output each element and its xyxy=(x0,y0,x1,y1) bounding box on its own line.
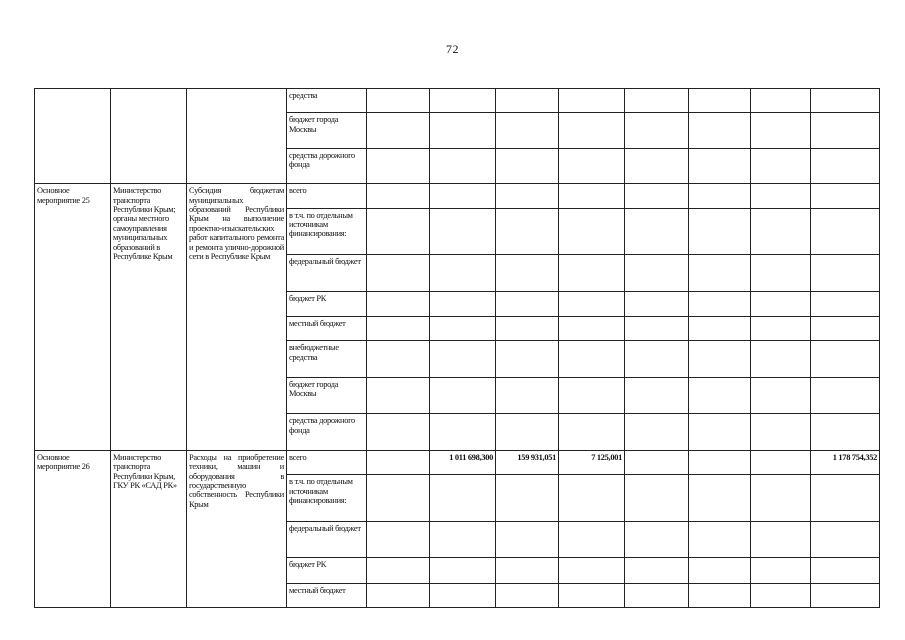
activity-cell xyxy=(35,89,111,184)
value-cell xyxy=(496,475,559,522)
value-cell xyxy=(811,113,880,148)
value-cell xyxy=(811,317,880,341)
value-cell xyxy=(367,583,430,607)
value-cell xyxy=(811,291,880,316)
value-cell xyxy=(811,521,880,557)
value-cell xyxy=(430,184,496,208)
value-cell xyxy=(625,184,689,208)
value-cell xyxy=(751,255,811,291)
value-cell xyxy=(625,521,689,557)
value-cell xyxy=(559,148,625,183)
value-cell xyxy=(559,89,625,113)
value-cell xyxy=(689,341,751,377)
value-cell xyxy=(559,475,625,522)
value-cell xyxy=(367,184,430,208)
table-row xyxy=(35,89,880,113)
value-cell xyxy=(751,184,811,208)
source-cell: бюджет РК xyxy=(287,291,367,316)
source-cell: местный бюджет xyxy=(287,317,367,341)
value-cell xyxy=(751,113,811,148)
value-cell xyxy=(689,317,751,341)
table-row xyxy=(35,450,880,474)
value-cell xyxy=(689,558,751,583)
value-cell xyxy=(625,291,689,316)
value-cell xyxy=(625,341,689,377)
value-cell xyxy=(811,89,880,113)
value-cell xyxy=(689,583,751,607)
value-cell xyxy=(559,414,625,450)
value-cell xyxy=(367,148,430,183)
value-cell xyxy=(367,317,430,341)
value-cell xyxy=(811,583,880,607)
value-cell xyxy=(367,377,430,413)
value-cell xyxy=(689,208,751,255)
value-cell xyxy=(367,255,430,291)
value-cell xyxy=(689,414,751,450)
source-cell: всего xyxy=(287,450,367,474)
table-row xyxy=(35,184,880,208)
value-cell xyxy=(811,255,880,291)
value-cell xyxy=(496,113,559,148)
value-cell xyxy=(751,414,811,450)
value-cell xyxy=(367,521,430,557)
value-cell xyxy=(496,291,559,316)
value-cell xyxy=(496,558,559,583)
source-cell: средства xyxy=(287,89,367,113)
value-cell xyxy=(689,450,751,474)
value-cell xyxy=(367,89,430,113)
value-cell xyxy=(811,558,880,583)
value-cell xyxy=(367,558,430,583)
value-cell xyxy=(496,148,559,183)
value-cell xyxy=(751,291,811,316)
value-cell xyxy=(751,558,811,583)
value-cell xyxy=(367,208,430,255)
value-cell xyxy=(430,583,496,607)
value-cell xyxy=(811,341,880,377)
value-cell xyxy=(559,208,625,255)
source-cell: бюджет РК xyxy=(287,558,367,583)
value-cell xyxy=(625,317,689,341)
value-cell xyxy=(625,475,689,522)
value-cell xyxy=(430,291,496,316)
value-cell xyxy=(430,414,496,450)
value-cell xyxy=(496,89,559,113)
value-cell xyxy=(496,184,559,208)
source-cell: бюджет города Москвы xyxy=(287,113,367,148)
source-cell: в т.ч. по отдельным источникам финансирования: xyxy=(287,475,367,522)
value-cell xyxy=(430,208,496,255)
source-cell: в т.ч. по отдельным источникам финансирования: xyxy=(287,208,367,255)
value-cell xyxy=(689,255,751,291)
value-cell xyxy=(367,450,430,474)
value-cell xyxy=(430,341,496,377)
value-cell xyxy=(811,184,880,208)
value-cell xyxy=(625,450,689,474)
description-cell xyxy=(187,89,287,184)
source-cell: средства дорожного фонда xyxy=(287,148,367,183)
source-cell: местный бюджет xyxy=(287,583,367,607)
value-cell: 159 931,051 xyxy=(496,450,559,474)
source-cell: федеральный бюджет xyxy=(287,521,367,557)
value-cell xyxy=(751,450,811,474)
source-cell: бюджет города Москвы xyxy=(287,377,367,413)
value-cell: 1 011 698,300 xyxy=(430,450,496,474)
value-cell xyxy=(751,208,811,255)
value-cell xyxy=(751,377,811,413)
value-cell xyxy=(751,89,811,113)
value-cell: 1 178 754,352 xyxy=(811,450,880,474)
source-cell: средства дорожного фонда xyxy=(287,414,367,450)
value-cell xyxy=(496,377,559,413)
value-cell xyxy=(496,255,559,291)
value-cell xyxy=(430,558,496,583)
value-cell xyxy=(430,255,496,291)
value-cell xyxy=(689,521,751,557)
value-cell xyxy=(811,208,880,255)
value-cell xyxy=(625,148,689,183)
value-cell xyxy=(625,583,689,607)
value-cell xyxy=(430,113,496,148)
executor-cell: Министерство транспорта Республики Крым, ГКУ РК «САД РК» xyxy=(111,450,187,607)
value-cell xyxy=(559,583,625,607)
value-cell xyxy=(625,89,689,113)
value-cell xyxy=(430,317,496,341)
activity-cell: Основное мероприятие 26 xyxy=(35,450,111,607)
value-cell xyxy=(751,583,811,607)
value-cell: 7 125,001 xyxy=(559,450,625,474)
executor-cell xyxy=(111,89,187,184)
value-cell xyxy=(496,414,559,450)
page-number: 72 xyxy=(446,42,459,56)
value-cell xyxy=(559,184,625,208)
value-cell xyxy=(811,377,880,413)
value-cell xyxy=(559,317,625,341)
value-cell xyxy=(559,291,625,316)
value-cell xyxy=(689,113,751,148)
value-cell xyxy=(496,317,559,341)
description-cell: Субсидия бюджетам муниципальных образований Республики Крым на выполнение проектно-изыскательских работ капитального ремонта и ремонта улично-дорожной сети в Республике Крым xyxy=(187,184,287,451)
value-cell xyxy=(559,341,625,377)
value-cell xyxy=(559,113,625,148)
value-cell xyxy=(625,208,689,255)
value-cell xyxy=(689,184,751,208)
value-cell xyxy=(689,89,751,113)
executor-cell: Министерство транспорта Республики Крым; органы местного самоуправления муниципальных образований в Республике Крым xyxy=(111,184,187,451)
value-cell xyxy=(559,521,625,557)
budget-table xyxy=(34,88,880,608)
value-cell xyxy=(811,414,880,450)
value-cell xyxy=(367,113,430,148)
value-cell xyxy=(811,475,880,522)
source-cell: внебюджетные средства xyxy=(287,341,367,377)
value-cell xyxy=(367,414,430,450)
value-cell xyxy=(430,89,496,113)
value-cell xyxy=(751,341,811,377)
value-cell xyxy=(689,291,751,316)
value-cell xyxy=(496,583,559,607)
value-cell xyxy=(430,377,496,413)
source-cell: всего xyxy=(287,184,367,208)
value-cell xyxy=(430,521,496,557)
value-cell xyxy=(751,317,811,341)
value-cell xyxy=(751,521,811,557)
value-cell xyxy=(559,255,625,291)
value-cell xyxy=(625,377,689,413)
value-cell xyxy=(430,148,496,183)
value-cell xyxy=(625,113,689,148)
activity-cell: Основное мероприятие 25 xyxy=(35,184,111,451)
value-cell xyxy=(559,377,625,413)
value-cell xyxy=(559,558,625,583)
value-cell xyxy=(430,475,496,522)
value-cell xyxy=(625,558,689,583)
value-cell xyxy=(496,341,559,377)
value-cell xyxy=(751,475,811,522)
value-cell xyxy=(496,208,559,255)
value-cell xyxy=(751,148,811,183)
value-cell xyxy=(367,341,430,377)
value-cell xyxy=(367,291,430,316)
value-cell xyxy=(689,475,751,522)
source-cell: федеральный бюджет xyxy=(287,255,367,291)
value-cell xyxy=(689,377,751,413)
value-cell xyxy=(811,148,880,183)
description-cell: Расходы на приобретение техники, машин и оборудования в государственную собственность Республики Крым xyxy=(187,450,287,607)
value-cell xyxy=(367,475,430,522)
value-cell xyxy=(496,521,559,557)
value-cell xyxy=(689,148,751,183)
value-cell xyxy=(625,255,689,291)
value-cell xyxy=(625,414,689,450)
